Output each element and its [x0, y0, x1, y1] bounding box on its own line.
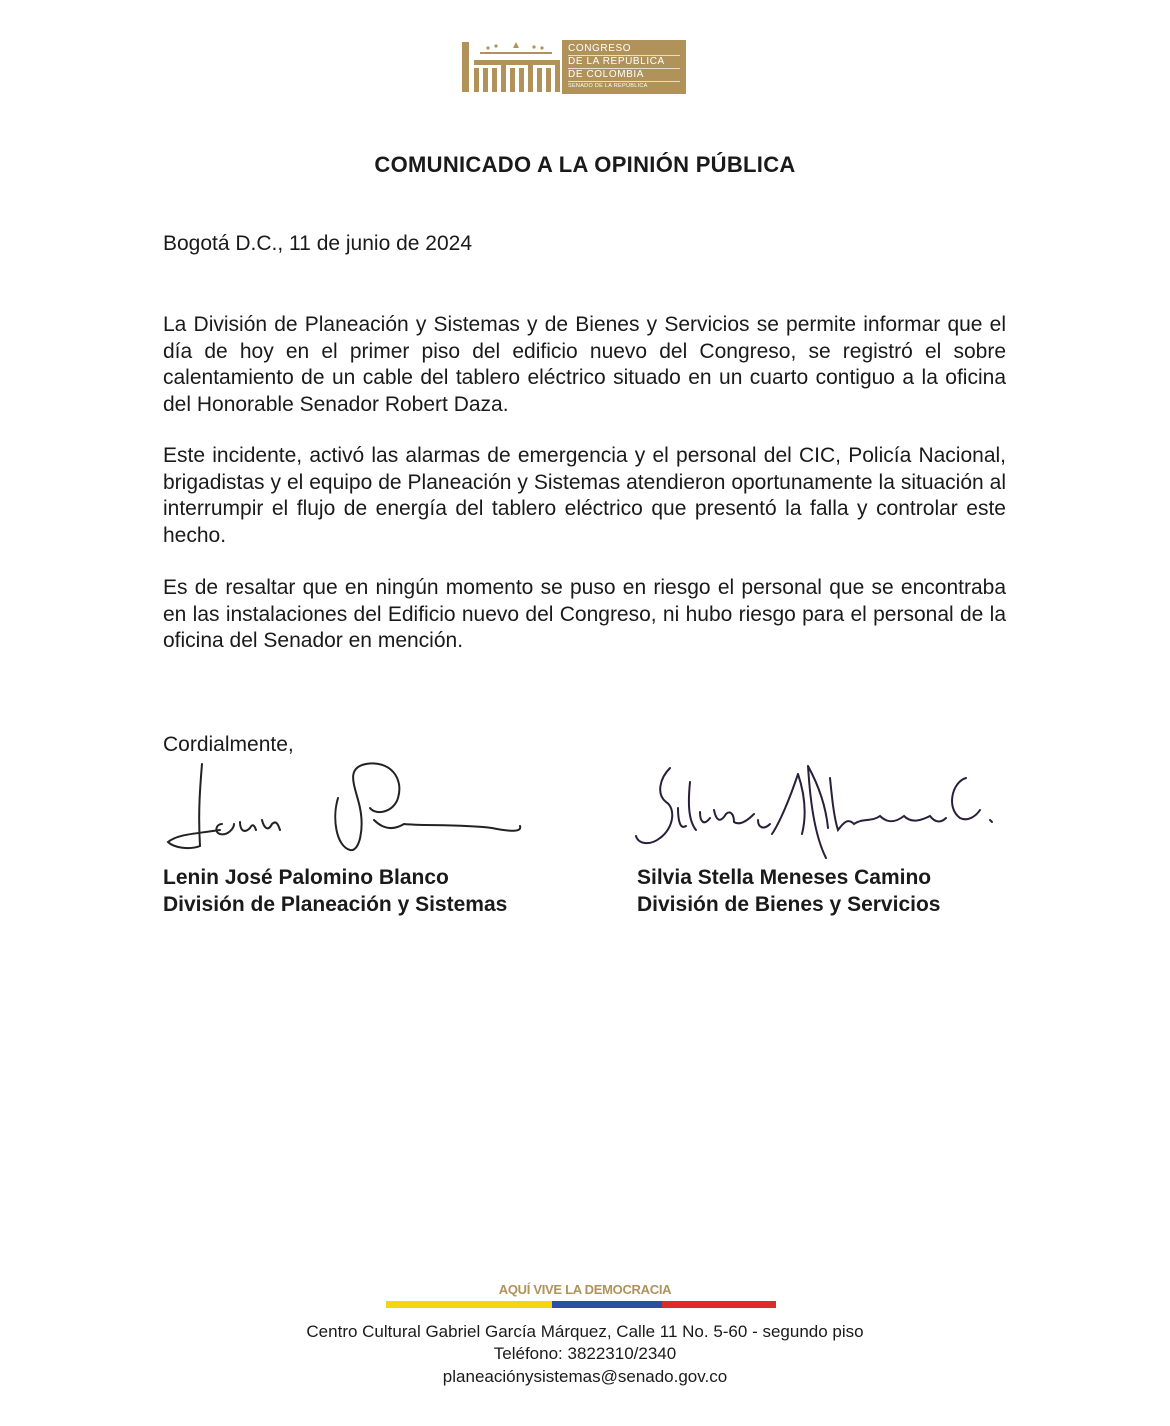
logo-text-block — [562, 40, 686, 94]
signature-silvia — [630, 758, 1000, 868]
footer-phone: Teléfono: 3822310/2340 — [493, 1344, 677, 1363]
document-date: Bogotá D.C., 11 de junio de 2024 — [163, 232, 473, 255]
signatory-name: Lenin José Palomino Blanco — [163, 866, 449, 889]
logo-line: CONGRESO — [568, 43, 680, 56]
logo-subline: SENADO DE LA REPÚBLICA — [568, 83, 648, 89]
body-paragraph: Es de resaltar que en ningún momento se puso en riesgo el personal que se encontraba en las instalaciones del Edificio nuevo del Congreso, ni hubo riesgo para el personal de la oficina del Senador en mención. — [163, 576, 1006, 652]
signatory-block — [637, 864, 940, 918]
footer-address: Centro Cultural Gabriel García Márquez, Calle 11 No. 5-60 - segundo piso — [306, 1322, 864, 1341]
footer-email: planeaciónysistemas@senado.gov.co — [442, 1367, 728, 1386]
logo-line: DE LA REPÚBLICA — [568, 56, 680, 69]
signatory-block — [163, 864, 507, 918]
footer-slogan: AQUÍ VIVE LA DEMOCRACIA — [498, 1282, 672, 1297]
signature-lenin — [160, 758, 530, 858]
flag-blue-stripe — [552, 1301, 662, 1308]
congress-logo — [460, 40, 686, 94]
body-paragraph: Este incidente, activó las alarmas de emergencia y el personal del CIC, Policía Nacional, brigadistas y el equipo de Planeación y Sistemas atendieron oportunamente la situación al interrumpir el flujo de energía del tablero eléctrico que presentó la falla y controlar este hecho. — [163, 444, 1006, 547]
body-paragraph: La División de Planeación y Sistemas y de Bienes y Servicios se permite informar que el día de hoy en el primer piso del edificio nuevo del Congreso, se registró el sobre calentamiento de un cable del tablero eléctrico situado en un cuarto contiguo a la oficina del Honorable Senador Robert Daza. — [163, 313, 1006, 416]
signatory-name: Silvia Stella Meneses Camino — [637, 866, 932, 889]
document-title: COMUNICADO A LA OPINIÓN PÚBLICA — [374, 152, 796, 177]
signatory-division: División de Bienes y Servicios — [637, 893, 941, 916]
logo-line: DE COLOMBIA — [568, 69, 680, 82]
colombia-flag-stripe — [386, 1301, 776, 1308]
closing-salutation: Cordialmente, — [163, 733, 294, 756]
capitol-building-icon — [460, 40, 560, 94]
flag-yellow-stripe — [386, 1301, 552, 1308]
flag-red-stripe — [662, 1301, 776, 1308]
signatory-division: División de Planeación y Sistemas — [163, 893, 508, 916]
